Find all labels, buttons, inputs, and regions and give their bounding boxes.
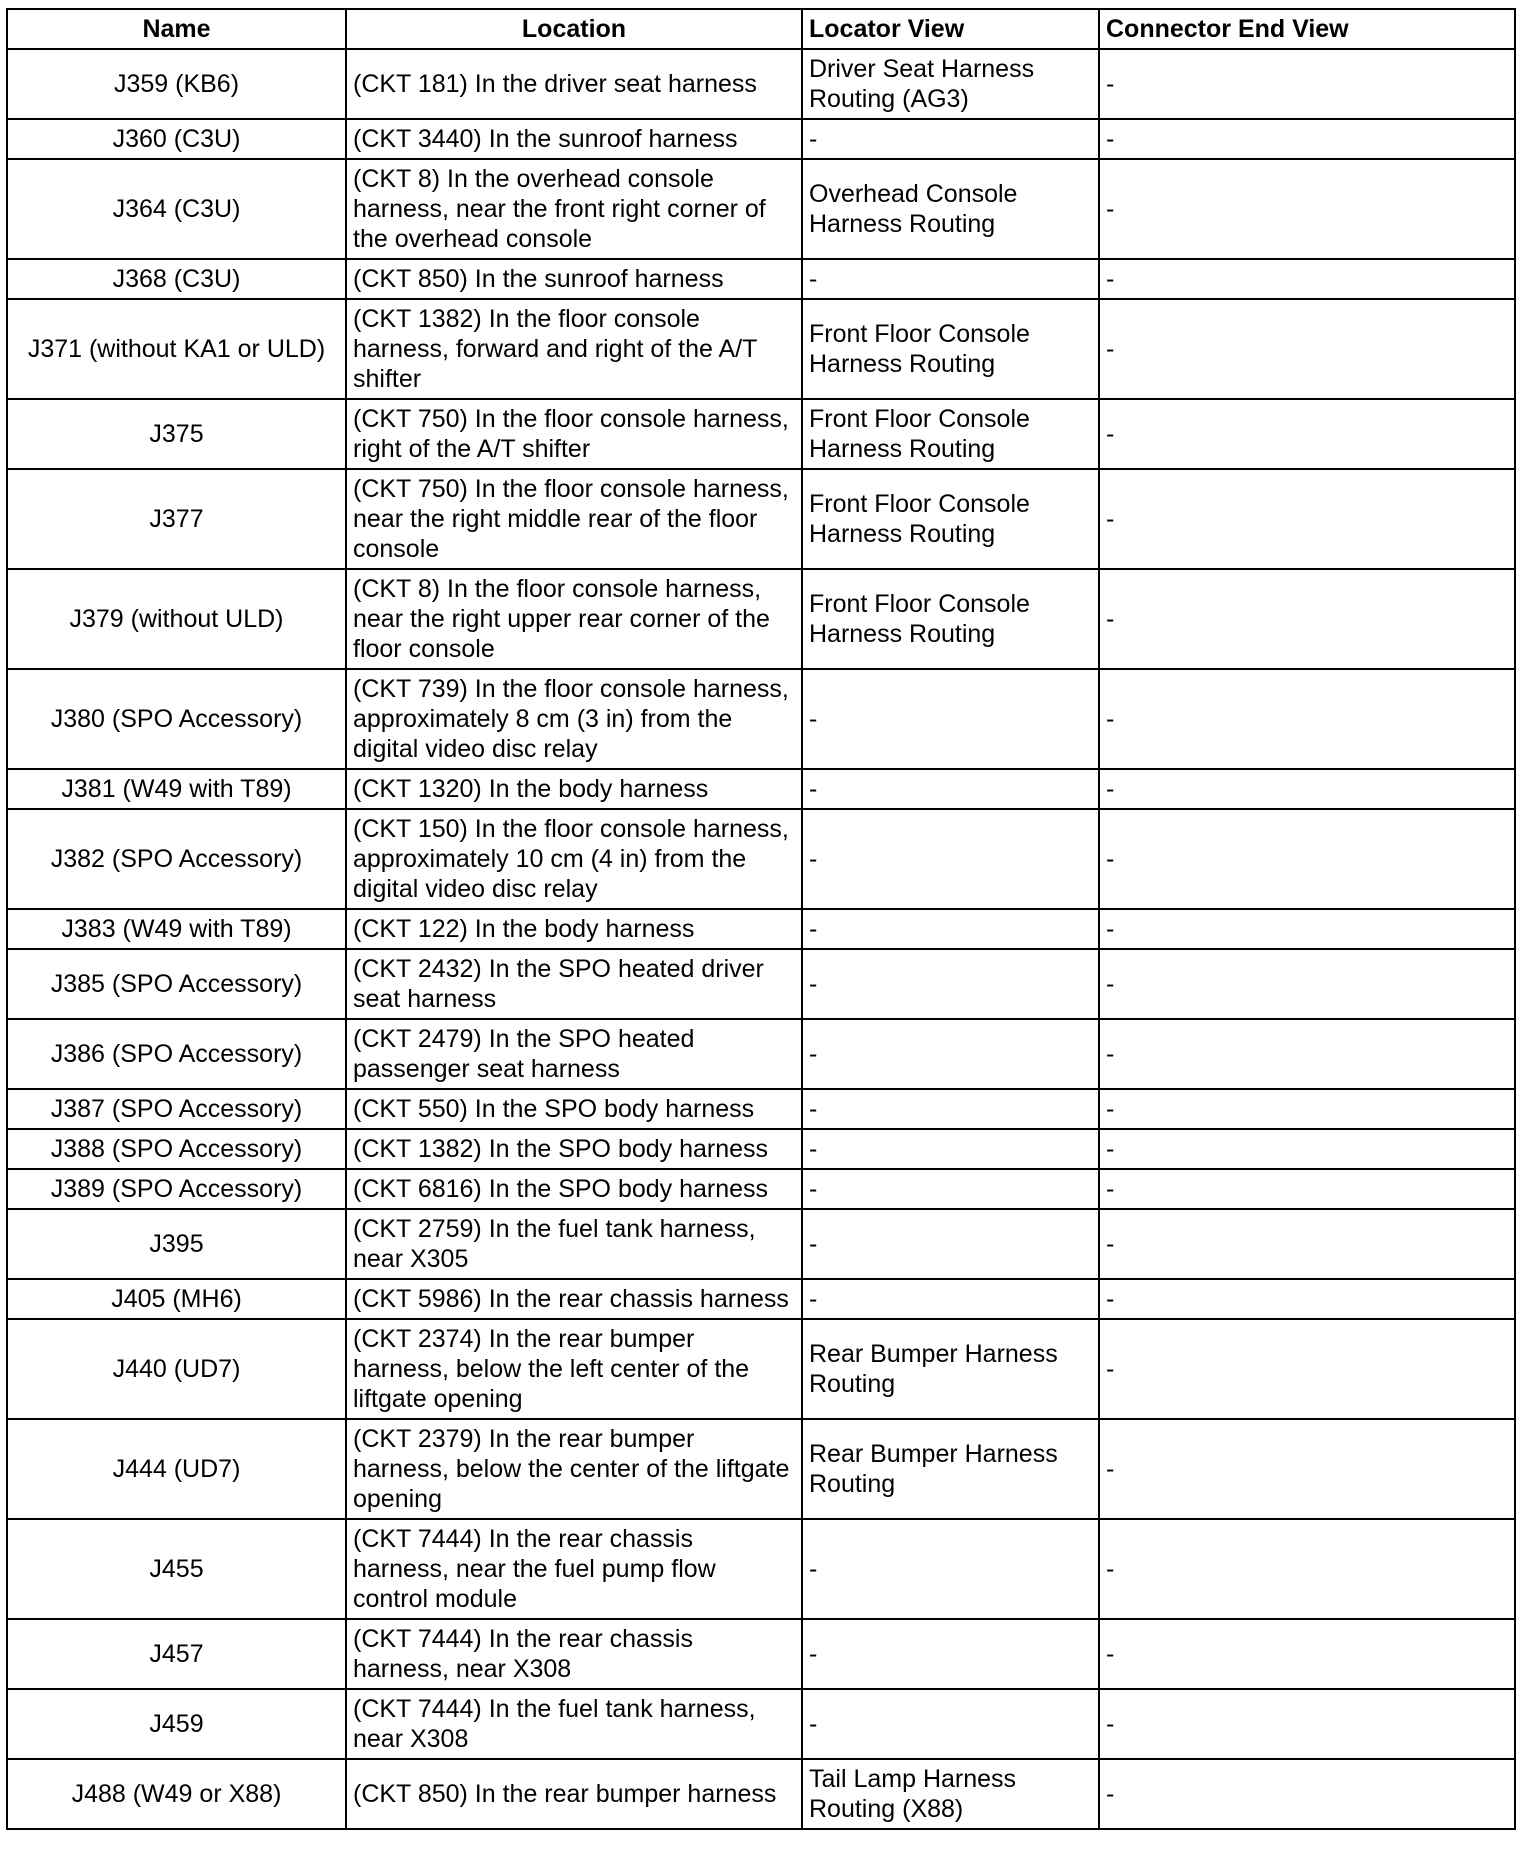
table-row: [7, 119, 1515, 159]
cell-location: (CKT 2759) In the fuel tank harness, near X305: [346, 1209, 802, 1279]
table-row: [7, 1519, 1515, 1619]
cell-location: (CKT 150) In the floor console harness, approximately 10 cm (4 in) from the digital video disc relay: [346, 809, 802, 909]
table-row: [7, 1419, 1515, 1519]
cell-name: J375: [7, 399, 346, 469]
cell-locator-view: -: [802, 119, 1099, 159]
cell-location: (CKT 8) In the overhead console harness, near the front right corner of the overhead console: [346, 159, 802, 259]
table-body: [7, 49, 1515, 1829]
connector-table-wrapper: [6, 8, 1514, 1830]
cell-connector-end-view: -: [1099, 769, 1515, 809]
cell-location: (CKT 8) In the floor console harness, near the right upper rear corner of the floor console: [346, 569, 802, 669]
header-locator-view: Locator View: [802, 9, 1099, 49]
cell-location: (CKT 750) In the floor console harness, near the right middle rear of the floor console: [346, 469, 802, 569]
cell-name: J380 (SPO Accessory): [7, 669, 346, 769]
cell-location: (CKT 739) In the floor console harness, approximately 8 cm (3 in) from the digital video disc relay: [346, 669, 802, 769]
cell-connector-end-view: -: [1099, 119, 1515, 159]
cell-connector-end-view: -: [1099, 1419, 1515, 1519]
cell-name: J387 (SPO Accessory): [7, 1089, 346, 1129]
table-row: [7, 769, 1515, 809]
table-row: [7, 49, 1515, 119]
cell-locator-view: -: [802, 949, 1099, 1019]
cell-locator-view: -: [802, 1089, 1099, 1129]
cell-name: J377: [7, 469, 346, 569]
cell-name: J379 (without ULD): [7, 569, 346, 669]
cell-connector-end-view: -: [1099, 669, 1515, 769]
cell-connector-end-view: -: [1099, 1519, 1515, 1619]
table-row: [7, 569, 1515, 669]
table-row: [7, 809, 1515, 909]
cell-name: J440 (UD7): [7, 1319, 346, 1419]
table-row: [7, 909, 1515, 949]
header-row: [7, 9, 1515, 49]
table-row: [7, 259, 1515, 299]
cell-locator-view: Driver Seat Harness Routing (AG3): [802, 49, 1099, 119]
cell-name: J359 (KB6): [7, 49, 346, 119]
cell-locator-view: Overhead Console Harness Routing: [802, 159, 1099, 259]
table-row: [7, 299, 1515, 399]
cell-connector-end-view: -: [1099, 259, 1515, 299]
cell-name: J405 (MH6): [7, 1279, 346, 1319]
cell-name: J381 (W49 with T89): [7, 769, 346, 809]
table-row: [7, 669, 1515, 769]
cell-connector-end-view: -: [1099, 909, 1515, 949]
cell-locator-view: -: [802, 1279, 1099, 1319]
cell-location: (CKT 1320) In the body harness: [346, 769, 802, 809]
cell-locator-view: Front Floor Console Harness Routing: [802, 399, 1099, 469]
cell-location: (CKT 1382) In the SPO body harness: [346, 1129, 802, 1169]
header-connector-end-view: Connector End View: [1099, 9, 1515, 49]
cell-location: (CKT 7444) In the rear chassis harness, near the fuel pump flow control module: [346, 1519, 802, 1619]
cell-locator-view: Rear Bumper Harness Routing: [802, 1319, 1099, 1419]
cell-name: J389 (SPO Accessory): [7, 1169, 346, 1209]
table-row: [7, 1209, 1515, 1279]
table-row: [7, 1759, 1515, 1829]
cell-locator-view: -: [802, 769, 1099, 809]
header-location: Location: [346, 9, 802, 49]
cell-location: (CKT 2479) In the SPO heated passenger seat harness: [346, 1019, 802, 1089]
cell-name: J385 (SPO Accessory): [7, 949, 346, 1019]
cell-name: J371 (without KA1 or ULD): [7, 299, 346, 399]
cell-connector-end-view: -: [1099, 1209, 1515, 1279]
cell-name: J457: [7, 1619, 346, 1689]
cell-name: J444 (UD7): [7, 1419, 346, 1519]
cell-location: (CKT 3440) In the sunroof harness: [346, 119, 802, 159]
cell-locator-view: -: [802, 669, 1099, 769]
cell-name: J368 (C3U): [7, 259, 346, 299]
cell-locator-view: -: [802, 259, 1099, 299]
table-row: [7, 1619, 1515, 1689]
cell-connector-end-view: -: [1099, 1319, 1515, 1419]
cell-locator-view: Front Floor Console Harness Routing: [802, 299, 1099, 399]
cell-locator-view: -: [802, 809, 1099, 909]
cell-location: (CKT 5986) In the rear chassis harness: [346, 1279, 802, 1319]
cell-locator-view: -: [802, 1519, 1099, 1619]
table-row: [7, 469, 1515, 569]
cell-connector-end-view: -: [1099, 1759, 1515, 1829]
cell-connector-end-view: -: [1099, 1279, 1515, 1319]
cell-locator-view: -: [802, 909, 1099, 949]
cell-locator-view: -: [802, 1619, 1099, 1689]
cell-locator-view: Front Floor Console Harness Routing: [802, 569, 1099, 669]
cell-connector-end-view: -: [1099, 399, 1515, 469]
cell-connector-end-view: -: [1099, 1019, 1515, 1089]
cell-locator-view: -: [802, 1019, 1099, 1089]
cell-location: (CKT 2432) In the SPO heated driver seat harness: [346, 949, 802, 1019]
cell-locator-view: -: [802, 1689, 1099, 1759]
cell-connector-end-view: -: [1099, 809, 1515, 909]
cell-name: J488 (W49 or X88): [7, 1759, 346, 1829]
cell-location: (CKT 1382) In the floor console harness, forward and right of the A/T shifter: [346, 299, 802, 399]
cell-connector-end-view: -: [1099, 299, 1515, 399]
cell-location: (CKT 181) In the driver seat harness: [346, 49, 802, 119]
table-row: [7, 399, 1515, 469]
cell-locator-view: -: [802, 1129, 1099, 1169]
cell-location: (CKT 6816) In the SPO body harness: [346, 1169, 802, 1209]
cell-locator-view: -: [802, 1169, 1099, 1209]
cell-location: (CKT 2374) In the rear bumper harness, below the left center of the liftgate opening: [346, 1319, 802, 1419]
cell-connector-end-view: -: [1099, 1089, 1515, 1129]
cell-locator-view: -: [802, 1209, 1099, 1279]
table-row: [7, 1169, 1515, 1209]
cell-connector-end-view: -: [1099, 949, 1515, 1019]
table-row: [7, 1019, 1515, 1089]
cell-location: (CKT 850) In the rear bumper harness: [346, 1759, 802, 1829]
table-row: [7, 1089, 1515, 1129]
cell-location: (CKT 122) In the body harness: [346, 909, 802, 949]
cell-location: (CKT 2379) In the rear bumper harness, below the center of the liftgate opening: [346, 1419, 802, 1519]
cell-location: (CKT 550) In the SPO body harness: [346, 1089, 802, 1129]
cell-location: (CKT 7444) In the fuel tank harness, near X308: [346, 1689, 802, 1759]
cell-connector-end-view: -: [1099, 49, 1515, 119]
cell-name: J386 (SPO Accessory): [7, 1019, 346, 1089]
cell-connector-end-view: -: [1099, 569, 1515, 669]
cell-locator-view: Tail Lamp Harness Routing (X88): [802, 1759, 1099, 1829]
cell-locator-view: Front Floor Console Harness Routing: [802, 469, 1099, 569]
cell-connector-end-view: -: [1099, 159, 1515, 259]
cell-name: J388 (SPO Accessory): [7, 1129, 346, 1169]
cell-location: (CKT 750) In the floor console harness, right of the A/T shifter: [346, 399, 802, 469]
cell-name: J459: [7, 1689, 346, 1759]
cell-locator-view: Rear Bumper Harness Routing: [802, 1419, 1099, 1519]
cell-name: J382 (SPO Accessory): [7, 809, 346, 909]
header-name: Name: [7, 9, 346, 49]
cell-name: J455: [7, 1519, 346, 1619]
cell-name: J360 (C3U): [7, 119, 346, 159]
cell-name: J364 (C3U): [7, 159, 346, 259]
table-row: [7, 159, 1515, 259]
table-row: [7, 1129, 1515, 1169]
cell-connector-end-view: -: [1099, 1129, 1515, 1169]
cell-connector-end-view: -: [1099, 1619, 1515, 1689]
cell-connector-end-view: -: [1099, 469, 1515, 569]
cell-name: J383 (W49 with T89): [7, 909, 346, 949]
cell-location: (CKT 7444) In the rear chassis harness, near X308: [346, 1619, 802, 1689]
cell-name: J395: [7, 1209, 346, 1279]
cell-connector-end-view: -: [1099, 1169, 1515, 1209]
table-row: [7, 949, 1515, 1019]
table-row: [7, 1319, 1515, 1419]
connector-location-table: [6, 8, 1516, 1830]
cell-location: (CKT 850) In the sunroof harness: [346, 259, 802, 299]
cell-connector-end-view: -: [1099, 1689, 1515, 1759]
table-row: [7, 1689, 1515, 1759]
table-row: [7, 1279, 1515, 1319]
